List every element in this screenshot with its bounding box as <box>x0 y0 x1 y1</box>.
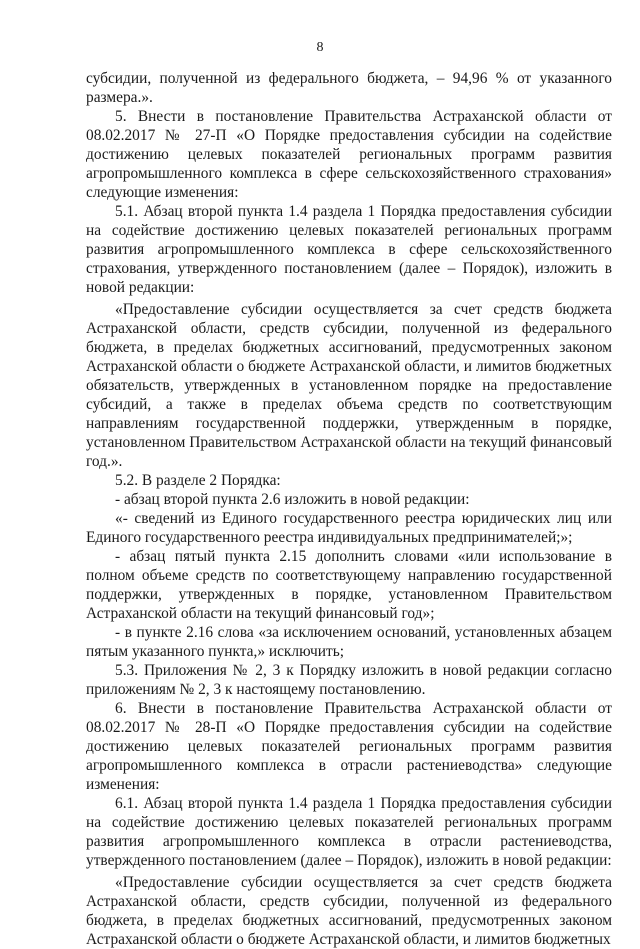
page-number: 8 <box>316 40 324 55</box>
paragraph-item-5-2-b: - абзац пятый пункта 2.15 дополнить словами «или использование в полном объеме средств по соответствующему направлению государственной поддержки, утвержденных в порядке, установленном Правительством Астраханской области на текущий финансовый год»; <box>86 548 612 622</box>
paragraph-item-6-1: 6.1. Абзац второй пункта 1.4 раздела 1 Порядка предоставления субсидии на содействие достижению целевых показателей региональных программ развития агропромышленного комплекса в отрасли растениеводства, утвержденного постановлением (далее – Порядок), изложить в новой редакции: <box>86 795 612 869</box>
paragraph-item-5-2: 5.2. В разделе 2 Порядка: <box>115 472 281 489</box>
paragraph-item-5-3: 5.3. Приложения № 2, 3 к Порядку изложить в новой редакции согласно приложениям № 2, 3 к настоящему постановлению. <box>86 662 612 698</box>
paragraph-quote-6-1: «Предоставление субсидии осуществляется за счет средств бюджета Астраханской области, средств субсидии, полученной из федерального бюджета, в пределах бюджетных ассигнований, предусмотренных законом Астраханской области о бюджете Астраханской области, и лимитов бюджетных <box>86 874 612 948</box>
paragraph-item-6: 6. Внести в постановление Правительства Астраханской области от 08.02.2017 № 28-П «О Порядке предоставления субсидии на содействие достижению целевых показателей региональных программ развития агропромышленного комплекса в отрасли растениеводства» следующие изменения: <box>86 700 612 793</box>
paragraph-item-5-2-c: - в пункте 2.16 слова «за исключением оснований, установленных абзацем пятым указанного пункта,» исключить; <box>86 624 612 660</box>
paragraph-item-5-2-quote: «- сведений из Единого государственного реестра юридических лиц или Единого государственного реестра индивидуальных предпринимателей;»; <box>86 510 612 546</box>
paragraph-item-5-2-a: - абзац второй пункта 2.6 изложить в новой редакции: <box>115 491 470 508</box>
paragraph-item-5-1: 5.1. Абзац второй пункта 1.4 раздела 1 Порядка предоставления субсидии на содействие достижению целевых показателей региональных программ развития агропромышленного комплекса в сфере сельскохозяйственного страхования, утвержденного постановлением (далее – Порядок), изложить в новой редакции: <box>86 203 612 296</box>
paragraph-quote-5-1: «Предоставление субсидии осуществляется за счет средств бюджета Астраханской области, средств субсидии, полученной из федерального бюджета, в пределах бюджетных ассигнований, предусмотренных законом Астраханской области о бюджете Астраханской области, и лимитов бюджетных обязательств, утвержденных в установленном порядке на предоставление субсидий, а также в пределах объема средств по соответствующим направлениям государственной поддержки, утвержденным в порядке, установленном Правительством Астраханской области на текущий финансовый год.». <box>86 301 612 470</box>
paragraph-continuation: субсидии, полученной из федерального бюджета, – 94,96 % от указанного размера.». <box>86 70 612 106</box>
document-body <box>86 69 612 949</box>
paragraph-item-5: 5. Внести в постановление Правительства Астраханской области от 08.02.2017 № 27-П «О Порядке предоставления субсидии на содействие достижению целевых показателей региональных программ развития агропромышленного комплекса в сфере сельскохозяйственного страхования» следующие изменения: <box>86 108 612 201</box>
